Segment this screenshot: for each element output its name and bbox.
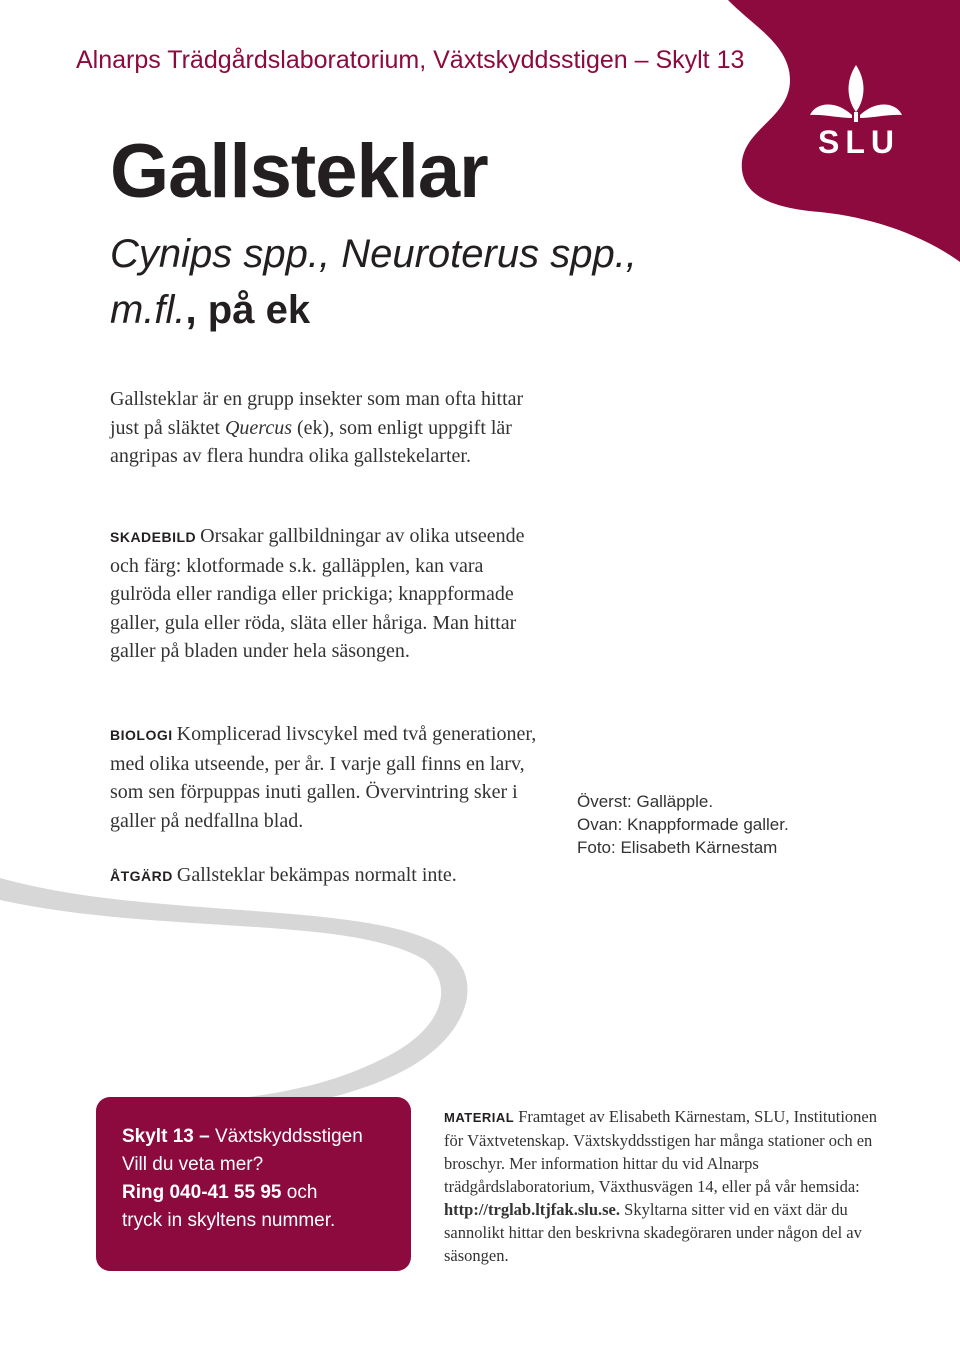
species-subtitle [110,226,670,338]
page-title: Gallsteklar [110,129,488,214]
skadebild-label: SKADEBILD [110,529,197,545]
latin-names: Cynips spp., Neuroterus spp., m.fl. [110,232,637,332]
phone-number: Ring 040-41 55 95 [122,1182,282,1203]
info-box: Skylt 13 – Växtskyddsstigen Vill du veta mer? Ring 040-41 55 95 och tryck in skyltens nummer. [96,1097,411,1271]
material-section: MATERIAL Framtaget av Elisabeth Kärnestam, SLU, Institutionen för Växtvetenskap. Växtskyddsstigen har många stationer och en broschyr. Mer information hittar du vid Alnarps trädgårdslaboratorium, Växthusvägen 14, eller på vår hemsida: http://trglab.ltjfak.slu.se. Skyltarna sitter vid en växt där du sannolikt hittar den beskrivna skadegöraren under någon del av säsongen. [444,1107,877,1265]
biologi-text: Komplicerad livscykel med två generationer, med olika utseende, per år. I varje gall finns en larv, som sen förpuppas inuti gallen. Övervintring sker i galler på nedfallna blad. [110,723,537,832]
biologi-label: BIOLOGI [110,727,173,743]
grey-swoosh [0,878,468,1118]
intro-paragraph: Gallsteklar är en grupp insekter som man ofta hittar just på släktet Quercus (ek), som enligt uppgift lär angripas av flera hundra olika gallstekelarter. [110,388,524,467]
genus-name: Quercus [224,416,293,439]
host-plant: , på ek [185,288,311,332]
skadebild-text: Orsakar gallbildningar av olika utseende och färg: klotformade s.k. galläpplen, kan vara gulröda eller randiga eller prickiga; knappformade galler, gula eller röda, släta eller håriga. Man hittar galler på bladen under hela säsongen. [110,525,525,662]
skadebild-section [110,522,540,666]
page-header: Alnarps Trädgårdslaboratorium, Växtskyddsstigen – Skylt 13 [76,46,745,74]
photo-caption: Överst: Galläpple. Ovan: Knappformade galler. Foto: Elisabeth Kärnestam [577,792,789,857]
biologi-section [110,720,540,835]
atgard-label: ÅTGÄRD [110,868,173,884]
atgard-text: Gallsteklar bekämpas normalt inte. [176,864,457,886]
atgard-section [110,861,540,891]
slu-logo-text: SLU [818,124,900,160]
website-link[interactable]: http://trglab.ltjfak.slu.se. [444,1200,621,1219]
material-label: MATERIAL [444,1110,515,1125]
